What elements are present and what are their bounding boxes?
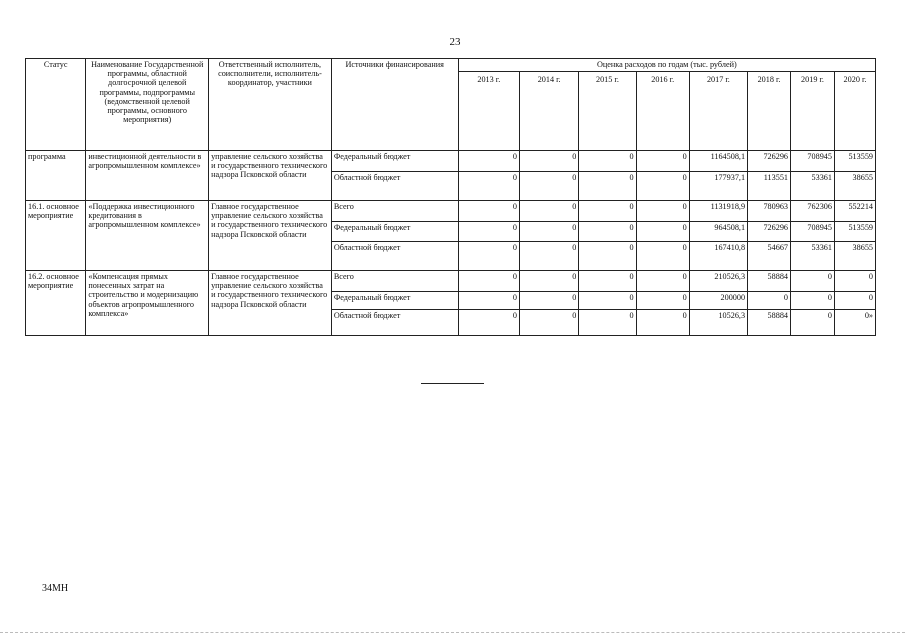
row-funding-source: Областной бюджет <box>331 310 458 336</box>
cell-value: 0 <box>458 310 519 336</box>
cell-value: 513559 <box>834 222 875 242</box>
cell-value: 0 <box>791 292 835 310</box>
row-funding-source: Федеральный бюджет <box>331 151 458 172</box>
cell-value: 0 <box>520 310 579 336</box>
cell-value: 53361 <box>791 172 835 201</box>
footer-code: 34МН <box>42 583 69 594</box>
cell-value: 58884 <box>748 271 791 292</box>
row-funding-source: Федеральный бюджет <box>331 222 458 242</box>
cell-value: 780963 <box>748 201 791 222</box>
cell-value: 0 <box>834 292 875 310</box>
cell-value: 726296 <box>748 151 791 172</box>
header-program-name: Наименование Государственной программы, областной долгосрочной целевой программы, подпрограммы (ведомственной целевой программы, основного мероприятия) <box>86 59 209 151</box>
cell-value: 0 <box>791 310 835 336</box>
cell-value: 0 <box>579 310 636 336</box>
cell-value: 708945 <box>791 151 835 172</box>
cell-value: 113551 <box>748 172 791 201</box>
header-estimate: Оценка расходов по годам (тыс. рублей) <box>458 59 875 72</box>
header-funding-source: Источники финансирования <box>331 59 458 151</box>
row-status: программа <box>26 151 86 201</box>
year-header: 2018 г. <box>748 72 791 151</box>
cell-value: 0 <box>520 292 579 310</box>
cell-value: 177937,1 <box>689 172 747 201</box>
year-header: 2014 г. <box>520 72 579 151</box>
cell-value: 708945 <box>791 222 835 242</box>
row-funding-source: Областной бюджет <box>331 172 458 201</box>
cell-value: 0 <box>636 201 689 222</box>
cell-value: 0 <box>579 151 636 172</box>
cell-value: 0 <box>748 292 791 310</box>
cell-value: 0 <box>520 151 579 172</box>
table-row <box>26 151 876 172</box>
cell-value: 1164508,1 <box>689 151 747 172</box>
cell-value: 0 <box>579 242 636 271</box>
row-status: 16.2. основное мероприятие <box>26 271 86 336</box>
cell-value: 0 <box>520 201 579 222</box>
cell-value: 0 <box>636 271 689 292</box>
cell-value: 0 <box>579 222 636 242</box>
page-number: 23 <box>449 36 461 48</box>
cell-value: 513559 <box>834 151 875 172</box>
cell-value: 762306 <box>791 201 835 222</box>
cell-value: 0 <box>636 172 689 201</box>
separator-line <box>421 383 484 384</box>
year-header: 2015 г. <box>579 72 636 151</box>
cell-value: 964508,1 <box>689 222 747 242</box>
row-funding-source: Всего <box>331 271 458 292</box>
row-executor: Главное государственное управление сельского хозяйства и государственного технического надзора Псковской области <box>209 271 332 336</box>
cell-value: 0 <box>458 271 519 292</box>
cell-value: 0 <box>579 271 636 292</box>
expenditure-table <box>25 58 876 336</box>
row-funding-source: Федеральный бюджет <box>331 292 458 310</box>
cell-value: 0 <box>458 201 519 222</box>
cell-value: 0 <box>520 172 579 201</box>
cell-value: 53361 <box>791 242 835 271</box>
cell-value: 0 <box>458 151 519 172</box>
row-program-name: «Компенсация прямых понесенных затрат на строительство и модернизацию объектов агропромышленного комплекса» <box>86 271 209 336</box>
cell-value: 0 <box>636 151 689 172</box>
table-header <box>26 59 876 151</box>
cell-value: 0 <box>636 292 689 310</box>
row-funding-source: Областной бюджет <box>331 242 458 271</box>
cell-value: 38655 <box>834 242 875 271</box>
row-program-name: «Поддержка инвестиционного кредитования в агропромышленном комплексе» <box>86 201 209 271</box>
year-header: 2013 г. <box>458 72 519 151</box>
row-executor: Главное государственное управление сельского хозяйства и государственного технического надзора Псковской области <box>209 201 332 271</box>
header-status: Статус <box>26 59 86 151</box>
table-row <box>26 201 876 222</box>
cell-value: 0 <box>579 172 636 201</box>
cell-value: 0 <box>520 222 579 242</box>
cell-value: 0 <box>579 292 636 310</box>
cell-value: 0 <box>791 271 835 292</box>
row-status: 16.1. основное мероприятие <box>26 201 86 271</box>
cell-value: 0 <box>579 201 636 222</box>
cell-value: 167410,8 <box>689 242 747 271</box>
header-executor: Ответственный исполнитель, соисполнители, исполнитель-координатор, участники <box>209 59 332 151</box>
cell-value: 0 <box>458 222 519 242</box>
cell-value: 0 <box>458 172 519 201</box>
cell-value: 200000 <box>689 292 747 310</box>
cell-value: 0 <box>520 271 579 292</box>
cell-value: 1131918,9 <box>689 201 747 222</box>
cell-value: 38655 <box>834 172 875 201</box>
cell-value: 0 <box>636 222 689 242</box>
year-header: 2017 г. <box>689 72 747 151</box>
cell-value: 54667 <box>748 242 791 271</box>
row-program-name: инвестиционной деятельности в агропромышленном комплексе» <box>86 151 209 201</box>
year-header: 2016 г. <box>636 72 689 151</box>
cell-value: 58884 <box>748 310 791 336</box>
row-funding-source: Всего <box>331 201 458 222</box>
cell-value: 0 <box>520 242 579 271</box>
cell-value: 552214 <box>834 201 875 222</box>
year-header: 2020 г. <box>834 72 875 151</box>
cell-value: 210526,3 <box>689 271 747 292</box>
scan-edge-divider <box>0 632 905 633</box>
cell-value: 0 <box>458 292 519 310</box>
cell-value: 726296 <box>748 222 791 242</box>
cell-value: 10526,3 <box>689 310 747 336</box>
cell-value: 0» <box>834 310 875 336</box>
cell-value: 0 <box>458 242 519 271</box>
cell-value: 0 <box>636 242 689 271</box>
cell-value: 0 <box>636 310 689 336</box>
table-row <box>26 271 876 292</box>
year-header: 2019 г. <box>791 72 835 151</box>
cell-value: 0 <box>834 271 875 292</box>
row-executor: управление сельского хозяйства и государственного технического надзора Псковской области <box>209 151 332 201</box>
